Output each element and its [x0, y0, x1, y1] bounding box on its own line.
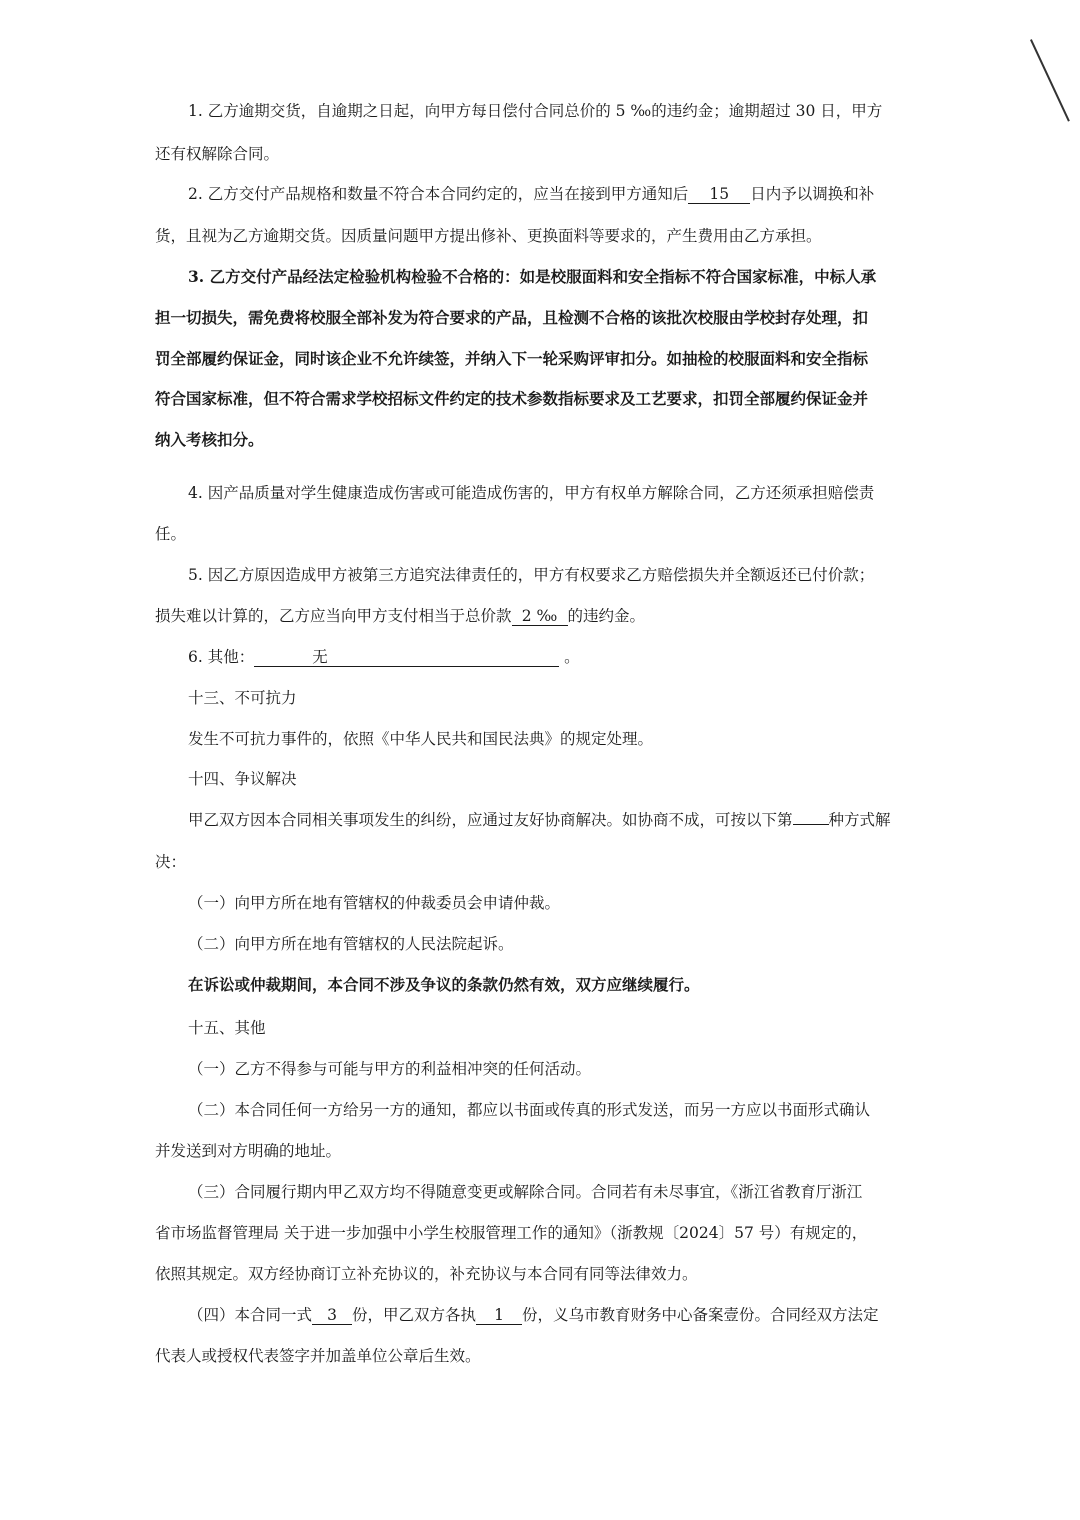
section-14-heading: 十四、争议解决 — [188, 770, 297, 788]
section-15-heading: 十五、其他 — [188, 1019, 266, 1037]
item-4-text-a: （四）本合同一式 — [188, 1306, 313, 1324]
clause-2-line-2: 货，且视为乙方逾期交货。因质量问题甲方提出修补、更换面料等要求的，产生费用由乙方承担。 — [155, 227, 822, 245]
option-court: （二）向甲方所在地有管辖权的人民法院起诉。 — [188, 935, 514, 953]
clause-3-line-4: 符合国家标准，但不符合需求学校招标文件约定的技术参数指标要求及工艺要求，扣罚全部履约保证金并 — [155, 389, 869, 408]
section-15-item-3-line-1: （三）合同履行期内甲乙双方均不得随意变更或解除合同。合同若有未尽事宜，《浙江省教育厅浙江 — [188, 1183, 863, 1201]
option-arbitration: （一）向甲方所在地有管辖权的仲裁委员会申请仲裁。 — [188, 894, 561, 912]
pen-stroke-mark — [1030, 39, 1070, 121]
clause-3-line-2: 担一切损失，需免费将校服全部补发为符合要求的产品，且检测不合格的该批次校服由学校封存处理，扣 — [155, 308, 869, 327]
clause-5-line-2 — [155, 605, 930, 627]
section-13-body: 发生不可抗力事件的，依照《中华人民共和国民法典》的规定处理。 — [188, 730, 654, 748]
section-15-item-2-line-2: 并发送到对方明确的地址。 — [155, 1142, 342, 1160]
clause-4-line-1: 4. 因产品质量对学生健康造成伤害或可能造成伤害的，甲方有权单方解除合同，乙方还须承担赔偿责 — [188, 484, 875, 502]
fill-copies-each: 1 — [476, 1306, 522, 1325]
fill-method-number — [793, 824, 829, 825]
section-14-text-c: 种方式解 — [828, 811, 891, 829]
section-15-item-3-line-3: 依照其规定。双方经协商订立补充协议的，补充协议与本合同有同等法律效力。 — [155, 1265, 698, 1283]
clause-5-text-c: 的违约金。 — [567, 607, 646, 625]
fill-days: 15 — [688, 185, 750, 204]
fill-penalty-rate: 2 ‰ — [512, 607, 568, 626]
clause-2-text-c: 日内予以调换和补 — [750, 185, 875, 203]
clause-5-line-1: 5. 因乙方原因造成甲方被第三方追究法律责任的，甲方有权要求乙方赔偿损失并全额返还已付价款； — [188, 566, 875, 584]
dispute-validity-note: 在诉讼或仲裁期间，本合同不涉及争议的条款仍然有效，双方应继续履行。 — [188, 975, 700, 994]
fill-other-value: 无 — [312, 648, 328, 666]
section-15-item-1: （一）乙方不得参与可能与甲方的利益相冲突的任何活动。 — [188, 1060, 592, 1078]
fill-copies-total: 3 — [312, 1306, 352, 1325]
clause-6-text-c: 。 — [559, 648, 580, 666]
clause-3-line-3: 罚全部履约保证金，同时该企业不允许续签，并纳入下一轮采购评审扣分。如抽检的校服面料和安全指标 — [155, 349, 869, 368]
section-15-item-3-line-2: 省市场监督管理局 关于进一步加强中小学生校服管理工作的通知》（浙教规〔2024〕57 号）有规定的， — [155, 1224, 868, 1242]
clause-3-line-1: 3. 乙方交付产品经法定检验机构检验不合格的：如是校服面料和安全指标不符合国家标准，中标人承 — [188, 267, 877, 286]
section-14-line-1 — [188, 809, 930, 831]
section-15-item-4-line-1 — [188, 1304, 930, 1326]
section-15-item-2-line-1: （二）本合同任何一方给另一方的通知，都应以书面或传真的形式发送，而另一方应以书面形式确认 — [188, 1101, 871, 1119]
clause-5-text-a: 损失难以计算的，乙方应当向甲方支付相当于总价款 — [155, 607, 512, 625]
fill-other — [254, 648, 559, 667]
clause-1-line-2: 还有权解除合同。 — [155, 145, 280, 163]
clause-6-line — [188, 646, 930, 668]
clause-3-line-5: 纳入考核扣分。 — [155, 430, 264, 449]
section-14-text-a: 甲乙双方因本合同相关事项发生的纠纷，应通过友好协商解决。如协商不成，可按以下第 — [188, 811, 793, 829]
clause-4-line-2: 任。 — [155, 525, 187, 543]
section-14-line-2: 决： — [155, 853, 187, 871]
section-15-item-4-line-2: 代表人或授权代表签字并加盖单位公章后生效。 — [155, 1347, 481, 1365]
clause-2-text-a: 2. 乙方交付产品规格和数量不符合本合同约定的，应当在接到甲方通知后 — [188, 185, 689, 203]
clause-1-line-1: 1. 乙方逾期交货，自逾期之日起，向甲方每日偿付合同总价的 5 ‰的违约金；逾期超过 30 日，甲方 — [188, 102, 883, 120]
clause-2-line-1 — [188, 183, 930, 205]
item-4-text-e: 份，义乌市教育财务中心备案壹份。合同经双方法定 — [522, 1306, 879, 1324]
clause-6-text-a: 6. 其他： — [188, 648, 255, 666]
section-13-heading: 十三、不可抗力 — [188, 689, 297, 707]
item-4-text-c: 份，甲乙双方各执 — [352, 1306, 477, 1324]
